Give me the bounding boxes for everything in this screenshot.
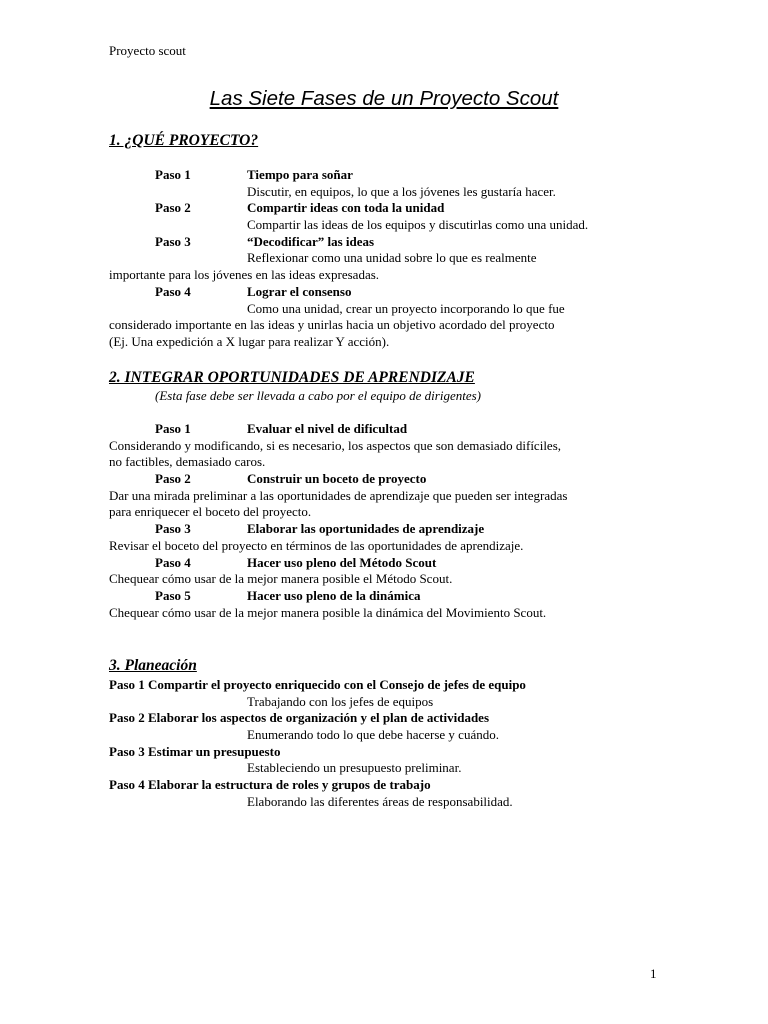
step-title: Evaluar el nivel de dificultad — [247, 421, 408, 436]
step-text: Compartir las ideas de los equipos y discutirlas como una unidad. — [247, 217, 589, 233]
step-row — [109, 421, 669, 438]
step-text: Enumerando todo lo que debe hacerse y cuándo. — [247, 727, 499, 743]
step-description — [109, 794, 669, 811]
step-text: Como una unidad, crear un proyecto incorporando lo que fue — [247, 300, 565, 316]
section-2-steps — [109, 421, 669, 621]
step-row — [109, 167, 669, 184]
step-text: para enriquecer el boceto del proyecto. — [109, 504, 312, 520]
step-text: Discutir, en equipos, lo que a los jóvenes les gustaría hacer. — [247, 183, 556, 199]
step-label: Paso 5 — [155, 587, 191, 603]
step-description — [109, 334, 669, 351]
step-description — [109, 317, 669, 334]
document-title: Las Siete Fases de un Proyecto Scout — [209, 87, 559, 110]
step-title: “Decodificar” las ideas — [247, 233, 375, 249]
step-row — [109, 710, 669, 727]
section-3-steps — [109, 677, 669, 811]
step-label: Paso 2 — [155, 471, 191, 487]
step-title: Hacer uso pleno del Método Scout — [247, 554, 437, 570]
step-description — [109, 760, 669, 777]
step-description — [109, 488, 669, 505]
step-heading: Paso 2 Elaborar los aspectos de organización y el plan de actividades — [109, 710, 490, 726]
step-description — [109, 267, 669, 284]
step-row — [109, 471, 669, 488]
step-title: Hacer uso pleno de la dinámica — [247, 587, 421, 603]
step-label: Paso 3 — [155, 521, 191, 537]
step-text: importante para los jóvenes en las ideas expresadas. — [109, 267, 380, 283]
step-description — [109, 504, 669, 521]
step-title: Elaborar las oportunidades de aprendizaje — [247, 521, 485, 537]
step-description — [109, 454, 669, 471]
step-title: Lograr el consenso — [247, 283, 352, 299]
step-row — [109, 200, 669, 217]
step-heading: Paso 1 Compartir el proyecto enriquecido con el Consejo de jefes de equipo — [109, 677, 526, 692]
step-text: Revisar el boceto del proyecto en términos de las oportunidades de aprendizaje. — [109, 537, 524, 553]
section-1-heading: 1. ¿QUÉ PROYECTO? — [109, 132, 259, 149]
step-label: Paso 2 — [155, 200, 191, 216]
step-label: Paso 1 — [155, 167, 191, 182]
step-label: Paso 3 — [155, 233, 191, 249]
step-text: no factibles, demasiado caros. — [109, 454, 266, 470]
step-row — [109, 677, 669, 694]
step-heading: Paso 4 Elaborar la estructura de roles y grupos de trabajo — [109, 777, 431, 793]
section-3-heading: 3. Planeación — [109, 657, 197, 674]
step-text: Considerando y modificando, si es necesario, los aspectos que son demasiado difíciles, — [109, 437, 562, 453]
step-description — [109, 694, 669, 711]
page-number: 1 — [650, 966, 657, 981]
step-row — [109, 777, 669, 794]
step-description — [109, 571, 669, 588]
step-row — [109, 521, 669, 538]
running-header: Proyecto scout — [109, 43, 186, 58]
section-2-note: (Esta fase debe ser llevada a cabo por el equipo de dirigentes) — [155, 388, 482, 403]
step-row — [109, 234, 669, 251]
step-row — [109, 555, 669, 572]
step-description — [109, 438, 669, 455]
step-row — [109, 284, 669, 301]
step-description — [109, 301, 669, 318]
section-1-steps — [109, 167, 669, 351]
step-description — [109, 184, 669, 201]
step-text: Trabajando con los jefes de equipos — [247, 693, 434, 709]
step-text: Estableciendo un presupuesto preliminar. — [247, 760, 462, 776]
step-description — [109, 217, 669, 234]
step-label: Paso 1 — [155, 421, 191, 436]
step-row — [109, 744, 669, 761]
step-text: Reflexionar como una unidad sobre lo que es realmente — [247, 250, 537, 266]
step-label: Paso 4 — [155, 554, 191, 570]
step-description — [109, 538, 669, 555]
step-title: Tiempo para soñar — [247, 167, 353, 182]
step-text: Dar una mirada preliminar a las oportunidades de aprendizaje que pueden ser integradas — [109, 487, 568, 503]
step-text: Chequear cómo usar de la mejor manera posible la dinámica del Movimiento Scout. — [109, 604, 547, 620]
step-heading: Paso 3 Estimar un presupuesto — [109, 743, 281, 759]
step-description — [109, 727, 669, 744]
step-label: Paso 4 — [155, 283, 191, 299]
step-text: (Ej. Una expedición a X lugar para realizar Y acción). — [109, 333, 390, 349]
step-description — [109, 605, 669, 622]
step-title: Construir un boceto de proyecto — [247, 471, 427, 487]
step-title: Compartir ideas con toda la unidad — [247, 200, 445, 216]
section-2-heading: 2. INTEGRAR OPORTUNIDADES DE APRENDIZAJE — [109, 369, 475, 386]
step-text: Elaborando las diferentes áreas de responsabilidad. — [247, 793, 513, 809]
step-description — [109, 250, 669, 267]
step-text: considerado importante en las ideas y unirlas hacia un objetivo acordado del proyecto — [109, 317, 555, 333]
step-row — [109, 588, 669, 605]
step-text: Chequear cómo usar de la mejor manera posible el Método Scout. — [109, 571, 453, 587]
